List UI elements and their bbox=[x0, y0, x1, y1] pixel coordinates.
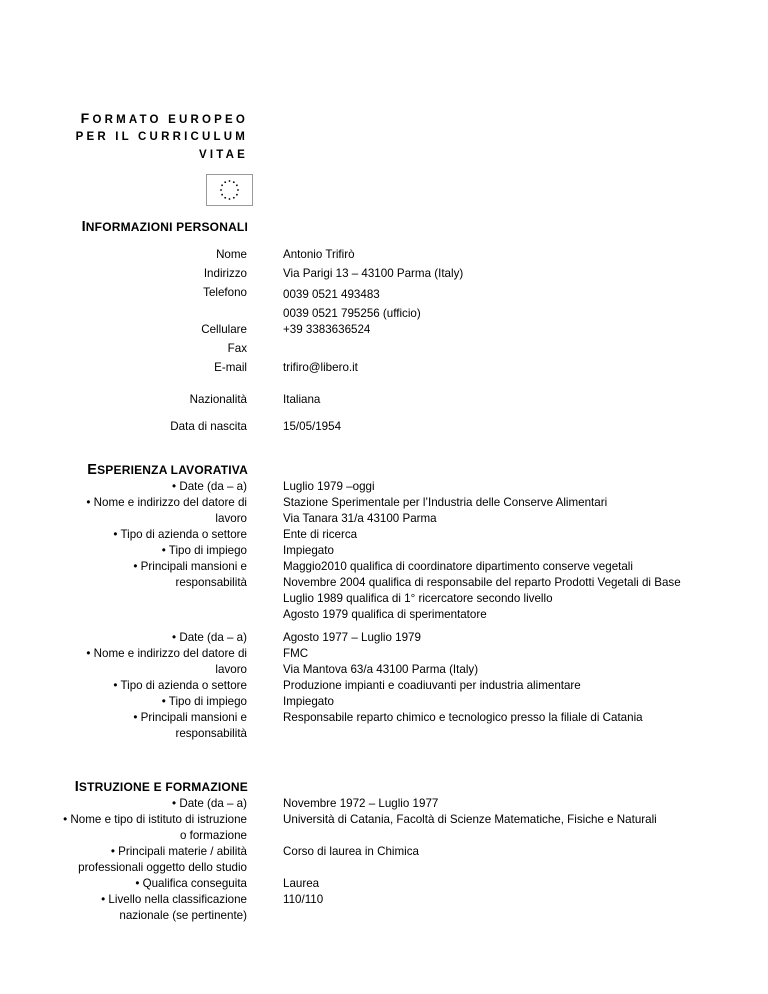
label-nazionalita: Nazionalità bbox=[189, 393, 247, 406]
education-dates: Novembre 1972 – Luglio 1977 bbox=[283, 797, 439, 810]
title-initial: F bbox=[80, 110, 93, 126]
education-materie: Corso di laurea in Chimica bbox=[283, 845, 419, 858]
cv-title-line-1 bbox=[81, 110, 248, 126]
section-heading-personal bbox=[82, 219, 248, 235]
heading-initial: I bbox=[74, 779, 79, 795]
heading-rest: NFORMAZIONI PERSONALI bbox=[85, 220, 248, 234]
section-heading-experience bbox=[87, 462, 248, 478]
label-telefono: Telefono bbox=[203, 286, 247, 299]
heading-initial: E bbox=[87, 462, 98, 478]
eu-flag-icon bbox=[206, 174, 253, 206]
experience-labels-job1: • Date (da – a) • Nome e indirizzo del datore di lavoro • Tipo di azienda o settore • Tipo di impiego • Principali mansioni e responsabilità bbox=[86, 480, 247, 589]
value-telefono: 0039 0521 493483 0039 0521 795256 (ufficio) bbox=[283, 288, 421, 320]
education-labels: • Date (da – a) • Nome e tipo di istituto di istruzione o formazione • Principali materie / abilità professionali oggetto dello studio • Qualifica conseguita • Livello nella classificazione nazionale (se pertinente) bbox=[63, 797, 247, 922]
heading-initial: I bbox=[81, 219, 86, 235]
title-rest: ORMATO EUROPEO bbox=[92, 114, 248, 126]
experience-job2: Agosto 1977 – Luglio 1979 FMC Via Mantova 63/a 43100 Parma (Italy) Produzione impianti e coadiuvanti per industria alimentare Impiegato Responsabile reparto chimico e tecnologico presso la filiale di Catania bbox=[283, 631, 643, 724]
value-cellulare: +39 3383636524 bbox=[283, 323, 371, 336]
education-qualifica: Laurea 110/110 bbox=[283, 877, 324, 906]
cv-title-line-2: PER IL CURRICULUM bbox=[75, 131, 248, 143]
value-data-nascita: 15/05/1954 bbox=[283, 420, 342, 433]
experience-job1: Luglio 1979 –oggi Stazione Sperimentale per l’Industria delle Conserve Alimentari Via Tanara 31/a 43100 Parma Ente di ricerca Impiegato Maggio2010 qualifica di coordinatore dipartimento conserve vegetali Novembre 2004 qualifica di responsabile del reparto Prodotti Vegetali di Base Luglio 1989 qualifica di 1° ricercatore secondo livello Agosto 1979 qualifica di sperimentatore bbox=[283, 480, 681, 621]
value-indirizzo: Via Parigi 13 – 43100 Parma (Italy) bbox=[283, 267, 464, 280]
heading-rest: STRUZIONE E FORMAZIONE bbox=[78, 780, 248, 794]
heading-rest: SPERIENZA LAVORATIVA bbox=[97, 463, 248, 477]
value-nazionalita: Italiana bbox=[283, 393, 321, 406]
label-nome: Nome bbox=[216, 248, 247, 261]
label-cellulare: Cellulare bbox=[201, 323, 247, 336]
label-data-nascita: Data di nascita bbox=[170, 420, 247, 433]
value-nome: Antonio Trifirò bbox=[283, 248, 355, 261]
label-fax: Fax bbox=[227, 342, 247, 355]
education-istituto: Università di Catania, Facoltà di Scienze Matematiche, Fisiche e Naturali bbox=[283, 813, 657, 826]
label-email: E-mail bbox=[214, 361, 247, 374]
value-email: trifiro@libero.it bbox=[283, 361, 358, 374]
cv-title-line-3: VITAE bbox=[198, 149, 248, 161]
experience-labels-job2: • Date (da – a) • Nome e indirizzo del datore di lavoro • Tipo di azienda o settore • Tipo di impiego • Principali mansioni e responsabilità bbox=[86, 631, 247, 740]
label-indirizzo: Indirizzo bbox=[203, 267, 247, 280]
section-heading-education bbox=[75, 779, 248, 795]
